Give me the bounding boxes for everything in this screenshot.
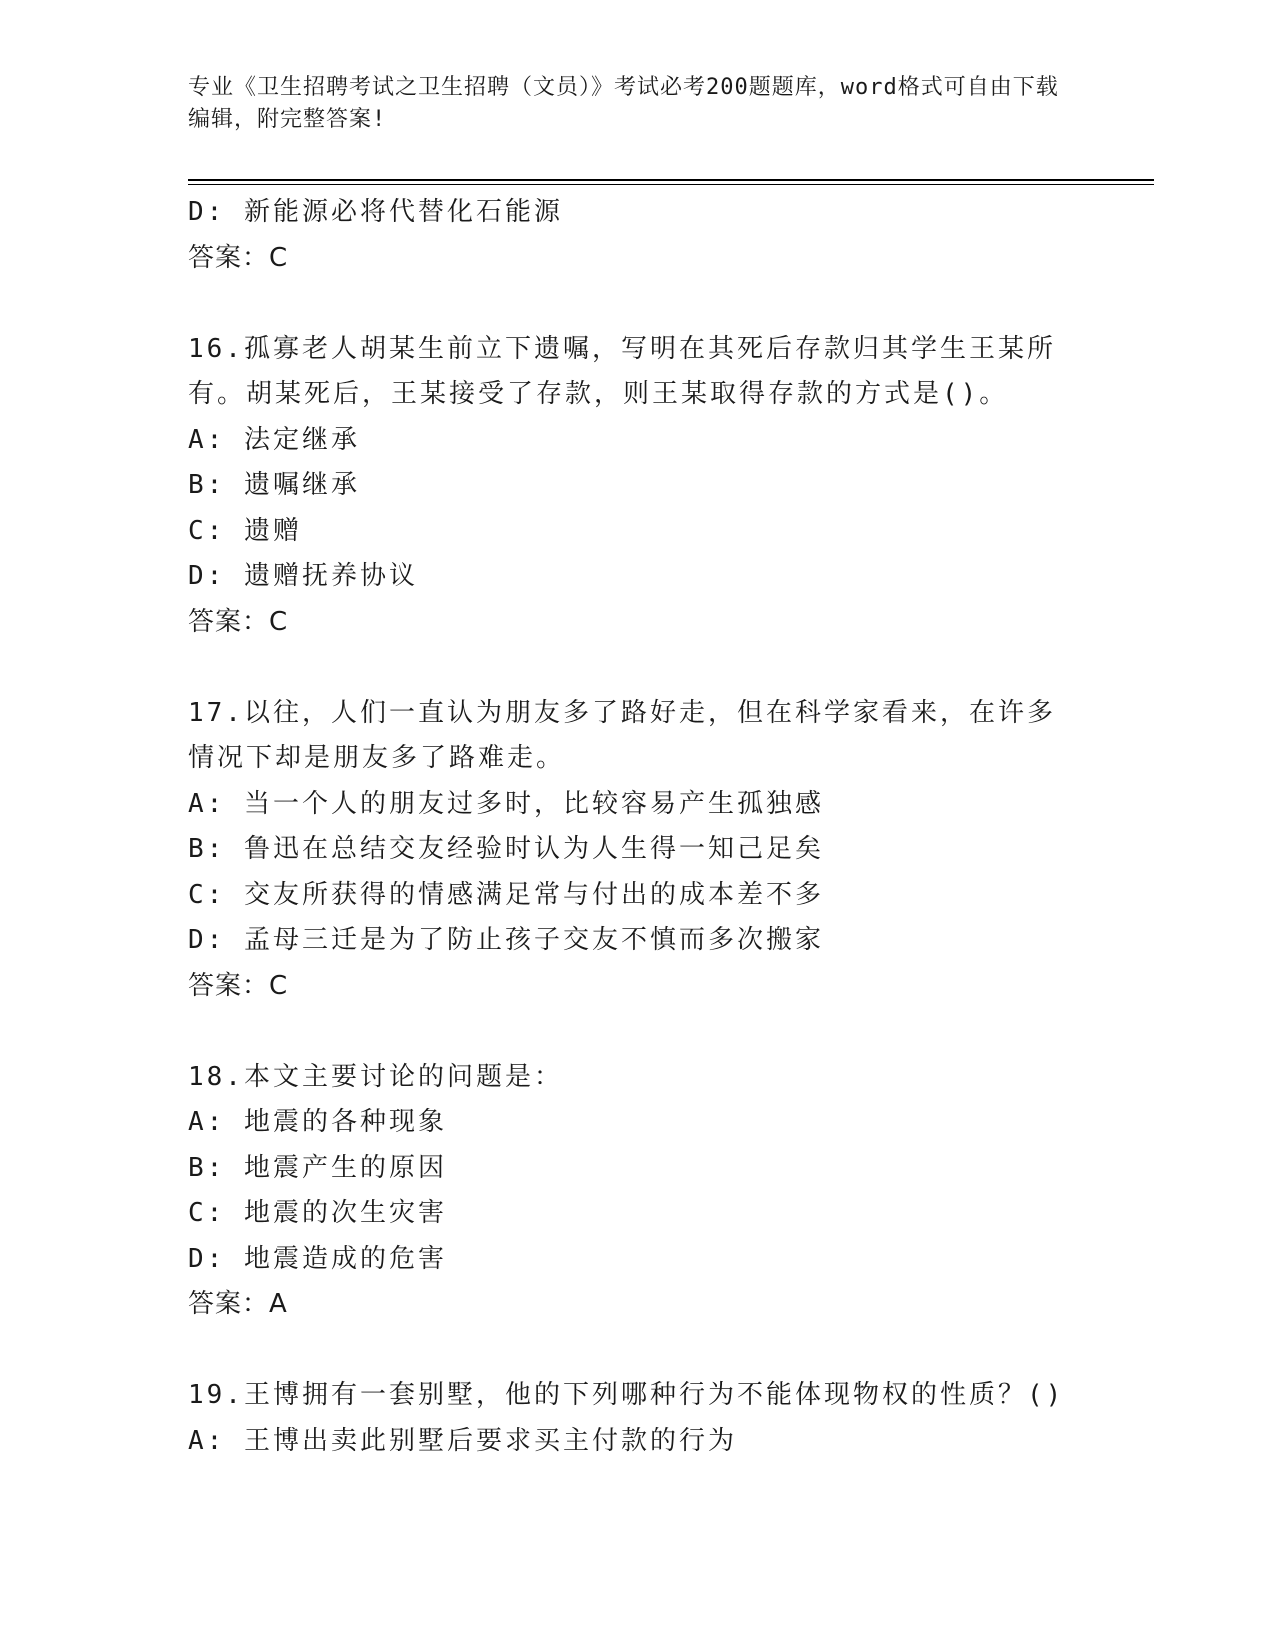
- answer-line: 答案：C: [188, 970, 289, 1001]
- option-c: C: 地震的次生灾害: [188, 1198, 447, 1228]
- option-d: D: 地震造成的危害: [188, 1243, 447, 1274]
- option-b: B: 遗嘱继承: [188, 470, 360, 500]
- document-header: 专业《卫生招聘考试之卫生招聘（文员）》考试必考200题题库，word格式可自由下载编辑，附完整答案!: [188, 75, 1059, 132]
- spacer: [188, 645, 1088, 691]
- question-text: 19.王博拥有一套别墅，他的下列哪种行为不能体现物权的性质？(): [188, 1380, 1065, 1410]
- question-block: [188, 327, 1088, 646]
- question-block: [188, 190, 1088, 281]
- option-a: A: 地震的各种现象: [188, 1107, 447, 1137]
- spacer: [188, 281, 1088, 327]
- option-b: B: 鲁迅在总结交友经验时认为人生得一知己足矣: [188, 834, 824, 864]
- spacer: [188, 1328, 1088, 1374]
- option-d: D: 孟母三迁是为了防止孩子交友不慎而多次搬家: [188, 925, 824, 955]
- option-c: C: 遗赠: [188, 515, 302, 546]
- header-divider-thick: [188, 179, 1154, 181]
- answer-line: 答案：C: [188, 606, 289, 637]
- option-a: A: 当一个人的朋友过多时，比较容易产生孤独感: [188, 788, 824, 819]
- question-text: 17.以往，人们一直认为朋友多了路好走，但在科学家看来，在许多情况下却是朋友多了路难走。: [188, 697, 1056, 773]
- question-text: 18.本文主要讨论的问题是：: [188, 1061, 563, 1092]
- question-text: 16.孤寡老人胡某生前立下遗嘱，写明在其死后存款归其学生王某所有。胡某死后，王某接受了存款，则王某取得存款的方式是()。: [188, 333, 1056, 409]
- question-block: [188, 691, 1088, 1010]
- question-block: [188, 1373, 1088, 1464]
- spacer: [188, 1009, 1088, 1055]
- option-d: D: 新能源必将代替化石能源: [188, 197, 563, 227]
- option-b: B: 地震产生的原因: [188, 1152, 447, 1183]
- option-a: A: 法定继承: [188, 424, 360, 455]
- question-block: [188, 1055, 1088, 1328]
- option-c: C: 交友所获得的情感满足常与付出的成本差不多: [188, 879, 824, 910]
- answer-line: 答案：A: [188, 1289, 288, 1319]
- header-divider-thin: [188, 184, 1154, 185]
- option-a: A: 王博出卖此别墅后要求买主付款的行为: [188, 1425, 737, 1456]
- option-d: D: 遗赠抚养协议: [188, 561, 418, 591]
- question-list: [188, 190, 1088, 1464]
- answer-line: 答案：C: [188, 242, 289, 273]
